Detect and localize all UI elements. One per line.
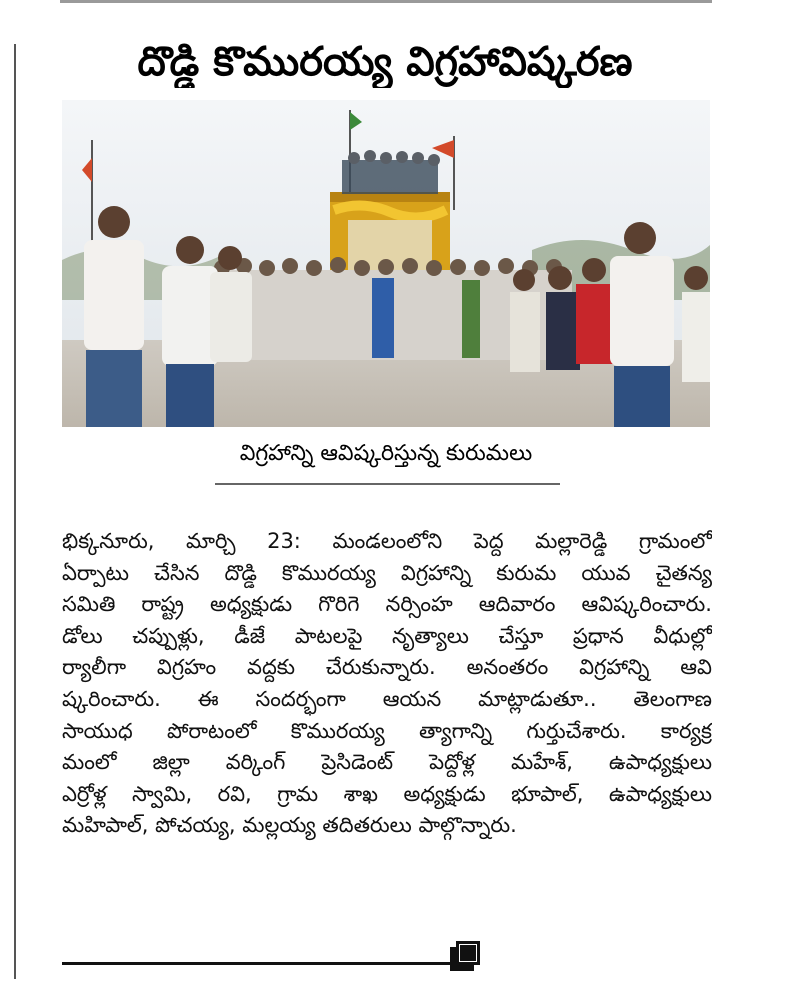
body-line: ష్కరించారు. ఈ సందర్భంగా ఆయన మాట్లాడుతూ.. తెలంగాణ <box>62 686 712 711</box>
article-headline: దొడ్డి కొమురయ్య విగ్రహావిష్కరణ <box>137 39 633 85</box>
column-divider <box>14 44 16 979</box>
caption-divider <box>215 483 560 485</box>
body-line: డోలు చప్పుళ్లు, డీజే పాటలపై నృత్యాలు చేస్తూ ప్రధాన వీధుల్లో <box>62 623 712 648</box>
body-line: సమితి రాష్ట్ర అధ్యక్షుడు గొరిగె నర్సింహ ఆదివారం ఆవిష్కరించారు. <box>62 592 712 617</box>
body-line: సాయుధ పోరాటంలో కొమురయ్య త్యాగాన్ని గుర్తుచేశారు. కార్యక్ర <box>62 718 712 743</box>
end-of-article-mark-icon <box>450 941 480 971</box>
body-line: భిక్కనూరు, మార్చి 23: మండలంలోని పెద్ద మల్లారెడ్డి గ్రామంలో <box>62 529 712 553</box>
article-photo <box>62 100 710 427</box>
body-line: ర్యాలీగా విగ్రహం వద్దకు చేరుకున్నారు. అనంతరం విగ్రహాన్ని ఆవి <box>62 655 712 680</box>
article-body <box>62 526 712 842</box>
top-divider <box>60 0 712 3</box>
body-line: మహిపాల్, పోచయ్య, మల్లయ్య తదితరులు పాల్గొన్నారు. <box>62 813 517 838</box>
end-rule <box>62 962 462 965</box>
body-line: ఏర్పాటు చేసిన దొడ్డి కొమురయ్య విగ్రహాన్ని కురుమ యువ చైతన్య <box>62 560 712 585</box>
body-line: మంలో జిల్లా వర్కింగ్ ప్రెసిడెంట్ పెద్దోళ్ల మహేశ్, ఉపాధ్యక్షులు <box>62 750 712 775</box>
photo-caption: విగ్రహాన్ని ఆవిష్కరిస్తున్న కురుమలు <box>239 441 533 466</box>
body-line: ఎర్రోళ్ల స్వామి, రవి, గ్రామ శాఖ అధ్యక్షుడు భూపాల్, ఉపాధ్యక్షులు <box>62 781 712 806</box>
